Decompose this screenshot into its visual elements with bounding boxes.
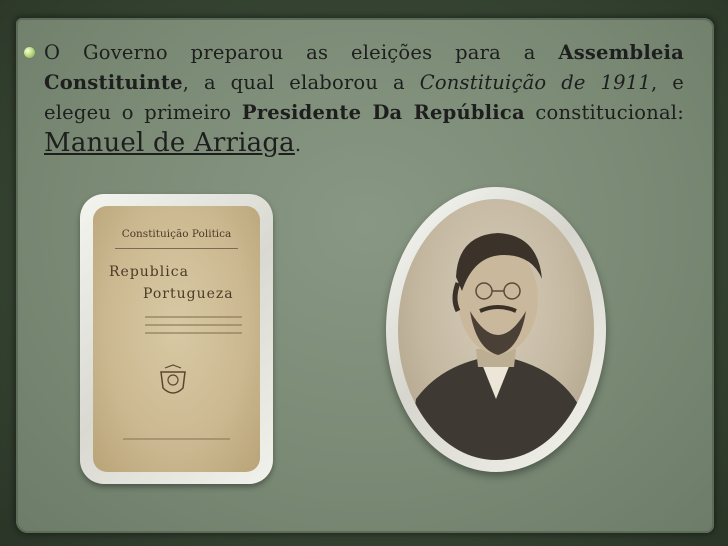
constitution-book-cover — [93, 206, 260, 472]
text-elegeu: , e elegeu o primeiro — [44, 71, 685, 124]
book-cover-title: Constituição Politica — [121, 228, 232, 240]
manuel-de-arriaga-link[interactable]: Manuel de Arriaga — [44, 128, 295, 158]
constituicao-1911: Constituição de 1911 — [419, 71, 651, 94]
book-cover-subtext — [145, 324, 242, 326]
text-period: . — [294, 133, 302, 156]
book-cover-republica: Republica — [109, 264, 189, 280]
portrait-frame — [386, 187, 606, 472]
book-cover-portugueza: Portugueza — [143, 286, 234, 302]
book-cover-subtext — [145, 316, 242, 318]
text-constitucional: constitucional: — [524, 101, 685, 124]
constitution-book-image-frame — [80, 194, 273, 484]
assembleia-constituinte: Assembleia Constituinte — [44, 41, 684, 94]
book-cover-subtext — [145, 332, 242, 334]
portrait-figure — [398, 199, 594, 460]
coat-of-arms-icon — [153, 364, 193, 400]
book-cover-footer — [123, 438, 230, 440]
bullet-point-icon — [24, 47, 35, 58]
text-mid: , a qual elaborou a — [182, 71, 420, 94]
bullet-paragraph — [44, 38, 684, 160]
book-cover-rule — [115, 248, 238, 249]
presidente-da-republica: Presidente Da República — [241, 101, 525, 124]
bullet-text-block — [44, 38, 684, 160]
manuel-de-arriaga-portrait — [398, 199, 594, 460]
text-intro: O Governo preparou as eleições para a — [44, 41, 559, 64]
